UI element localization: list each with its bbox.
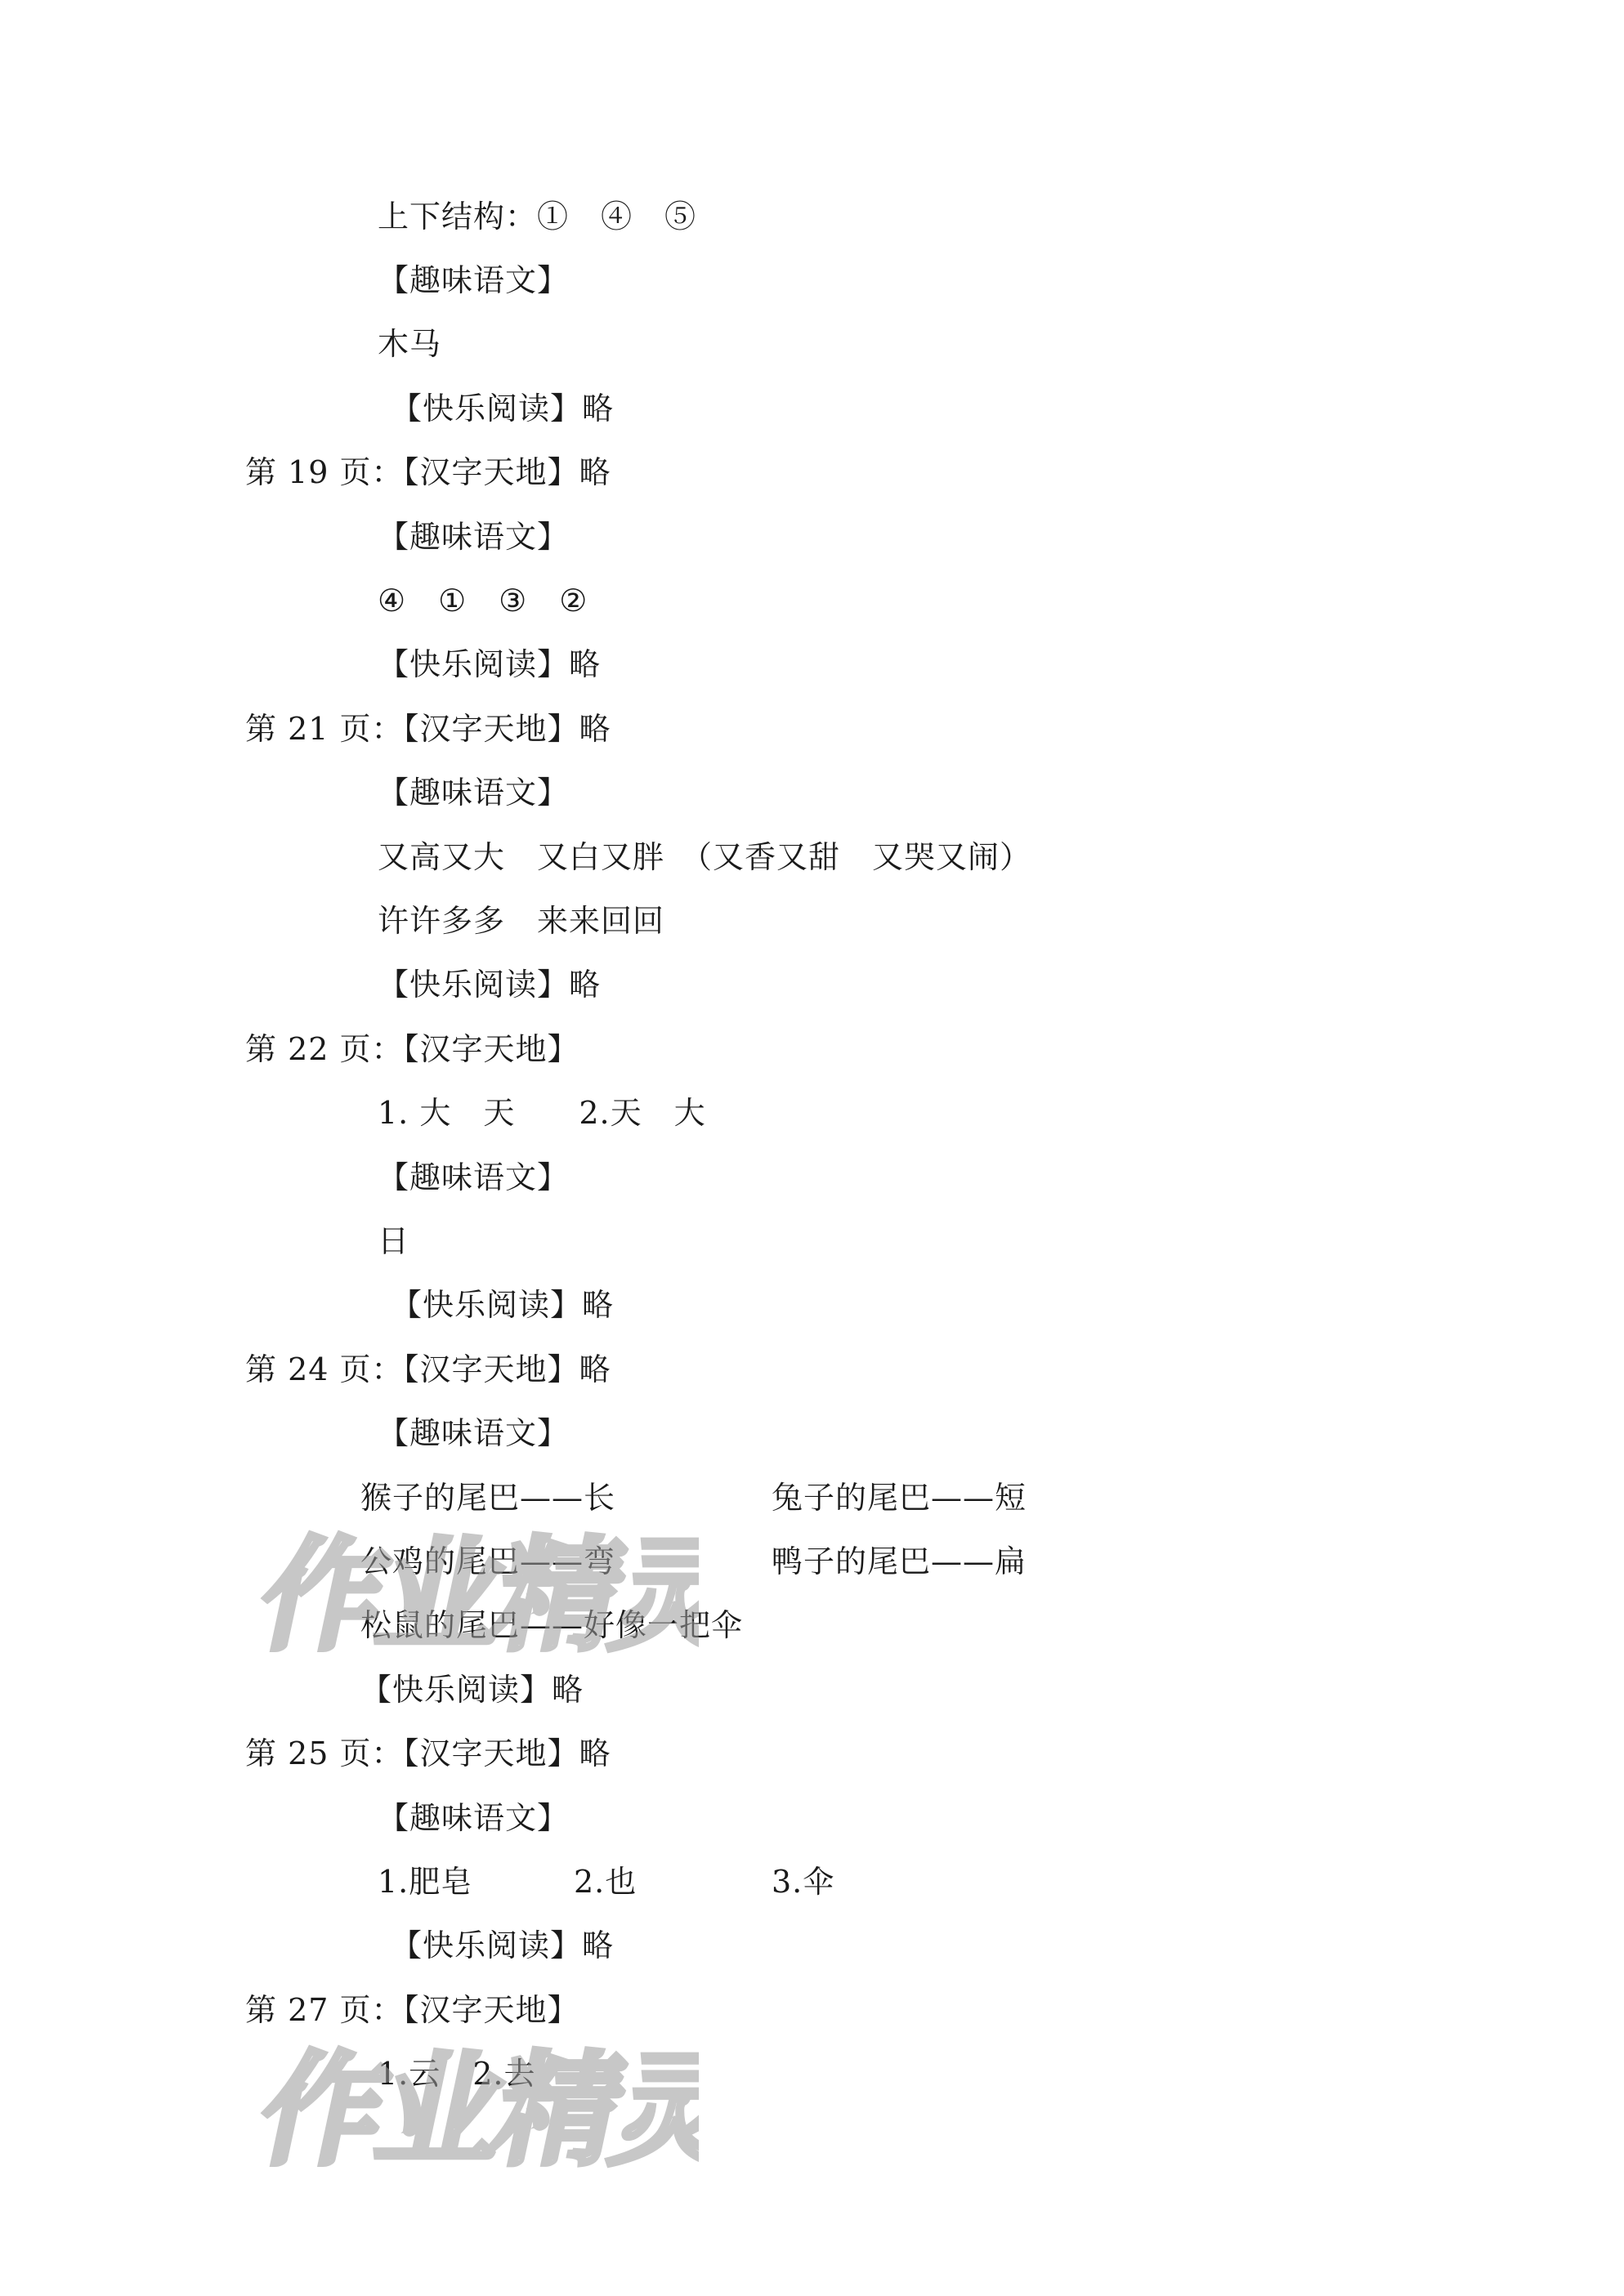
watermark-text: 作业精灵 — [248, 1524, 699, 1668]
section-heading: 【快乐阅读】略 — [378, 967, 602, 1003]
watermark-logo — [241, 1508, 699, 1679]
text-line: 又高又大 又白又胖 （又香又甜 又哭又闹） — [378, 839, 1032, 875]
page-heading: 第 22 页：【汉字天地】 — [245, 1031, 579, 1067]
section-heading: 【趣味语文】 — [378, 1800, 570, 1836]
text-line: 1.云 2.去 — [378, 2056, 536, 2092]
watermark-logo-graphic — [241, 2022, 699, 2194]
text-line: 鸭子的尾巴——扁 — [772, 1543, 1027, 1579]
text-line: 日 — [378, 1223, 410, 1259]
page-heading: 第 25 页：【汉字天地】略 — [245, 1735, 611, 1771]
watermark-logo — [241, 2022, 699, 2194]
text-line: 1.肥皂 — [378, 1864, 473, 1900]
text-line: 松鼠的尾巴——好像一把伞 — [360, 1607, 744, 1643]
text-line: 木马 — [378, 326, 442, 362]
text-line: 3.伞 — [772, 1864, 835, 1900]
text-line: 许许多多 来来回回 — [378, 903, 665, 939]
page-heading: 第 24 页：【汉字天地】略 — [245, 1351, 611, 1387]
section-heading: 【趣味语文】 — [378, 1159, 570, 1195]
section-heading: 【快乐阅读】略 — [391, 391, 615, 427]
section-heading: 【趣味语文】 — [378, 1415, 570, 1451]
watermark-text: 作业精灵 — [248, 2039, 699, 2182]
section-heading: 【趣味语文】 — [378, 519, 570, 555]
text-line: 2.也 — [574, 1864, 638, 1900]
section-heading: 【快乐阅读】略 — [378, 646, 602, 682]
page-heading: 第 19 页：【汉字天地】略 — [245, 454, 611, 490]
section-heading: 【快乐阅读】略 — [360, 1672, 584, 1708]
text-line: 猴子的尾巴——长 — [360, 1480, 616, 1516]
watermark-logo-graphic — [241, 1508, 699, 1679]
section-heading: 【快乐阅读】略 — [391, 1287, 615, 1323]
section-heading: 【快乐阅读】略 — [391, 1927, 615, 1963]
text-line: 上下结构：① ④ ⑤ — [378, 199, 697, 235]
page-heading: 第 21 页：【汉字天地】略 — [245, 711, 611, 747]
text-line: 1. 大 天 2.天 大 — [378, 1095, 706, 1131]
text-line: ④ ① ③ ② — [378, 583, 588, 619]
text-line: 公鸡的尾巴——弯 — [360, 1543, 616, 1579]
section-heading: 【趣味语文】 — [378, 775, 570, 811]
section-heading: 【趣味语文】 — [378, 262, 570, 298]
page-heading: 第 27 页：【汉字天地】 — [245, 1992, 579, 2028]
text-line: 兔子的尾巴——短 — [772, 1480, 1027, 1516]
